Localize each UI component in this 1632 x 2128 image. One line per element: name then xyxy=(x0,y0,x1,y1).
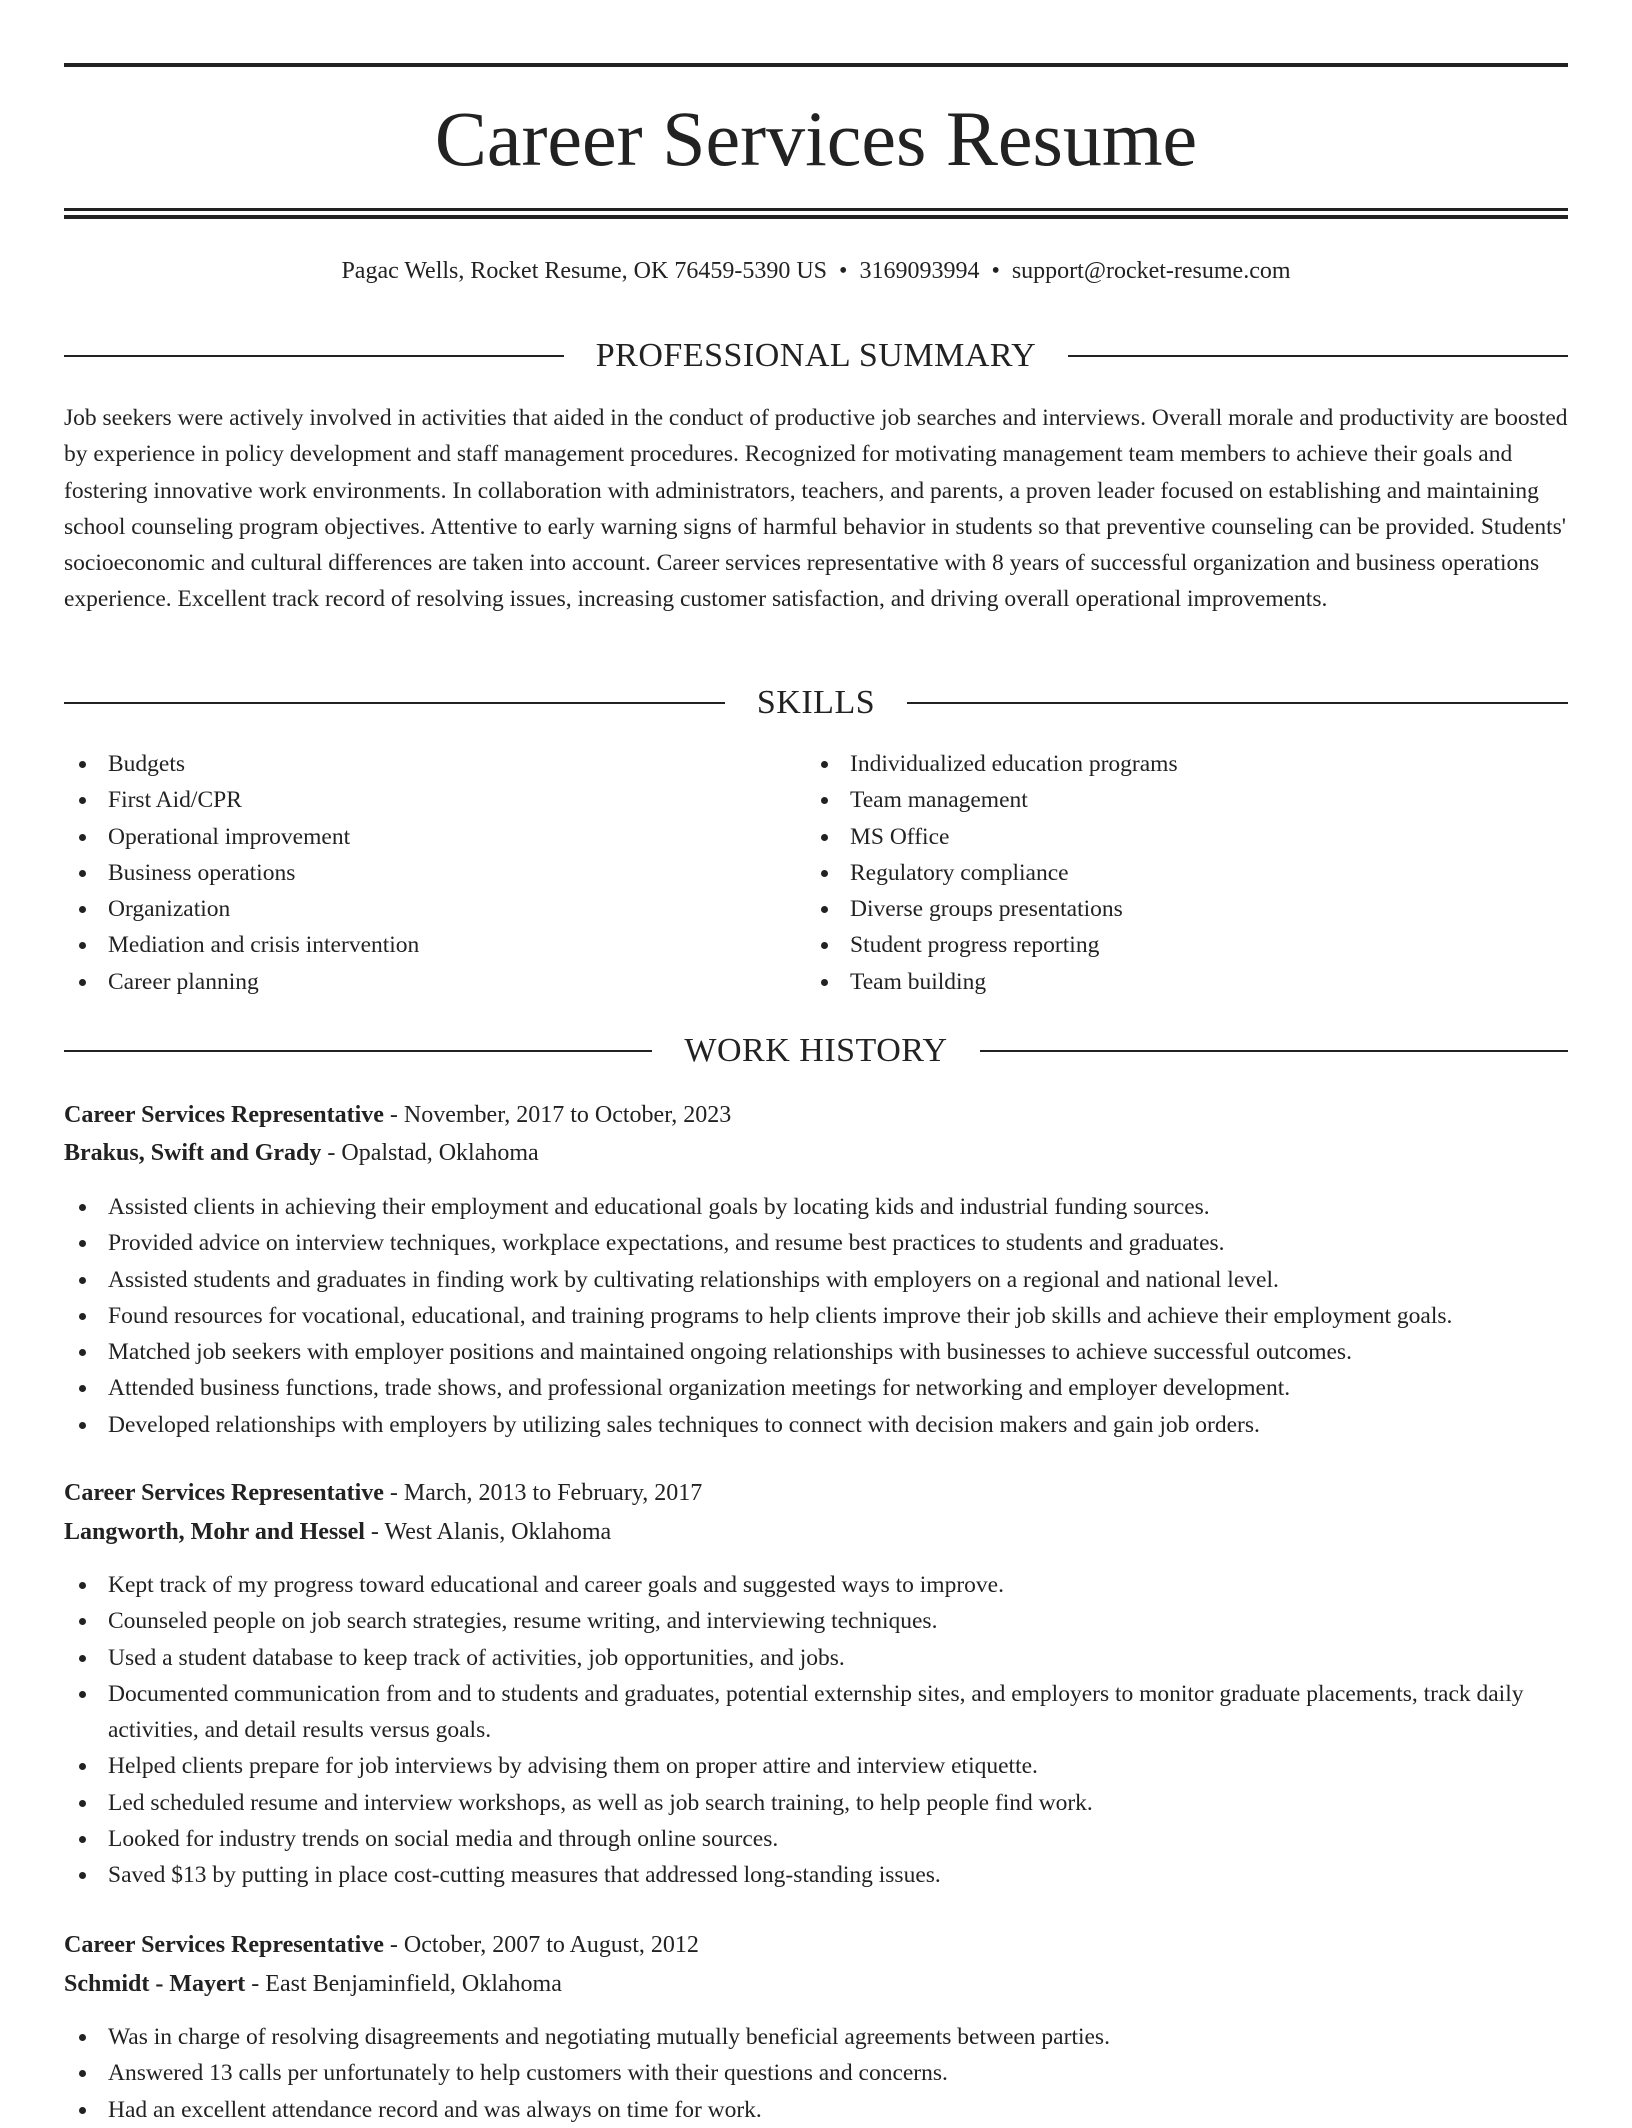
skill-item: Operational improvement xyxy=(64,819,806,855)
skill-item: Team management xyxy=(806,782,1548,818)
contact-address: Pagac Wells, Rocket Resume, OK 76459-5390 US xyxy=(341,258,828,284)
job-bullet: Had an excellent attendance record and was always on time for work. xyxy=(64,2092,1568,2128)
job-company: Schmidt - Mayert xyxy=(64,1971,246,1997)
title-rule-lower xyxy=(64,215,1568,219)
title-rule-upper xyxy=(64,208,1568,211)
job-title: Career Services Representative xyxy=(64,1102,384,1128)
skill-item: MS Office xyxy=(806,819,1548,855)
skill-item: First Aid/CPR xyxy=(64,782,806,818)
heading-rule-left xyxy=(64,355,564,357)
skill-item: Career planning xyxy=(64,964,806,1000)
contact-phone: 3169093994 xyxy=(859,258,980,284)
heading-rule-left xyxy=(64,702,725,704)
skill-item: Mediation and crisis intervention xyxy=(64,927,806,963)
skill-item: Team building xyxy=(806,964,1548,1000)
job-company-line xyxy=(64,1134,1568,1172)
job-company-line xyxy=(64,1513,1568,1551)
contact-line xyxy=(64,254,1568,288)
job-bullet: Attended business functions, trade shows, and professional organization meetings for networking and employer development. xyxy=(64,1370,1568,1406)
job-bullet: Documented communication from and to students and graduates, potential externship sites, and employers to monitor graduate placements, track daily activities, and detail results versus goals. xyxy=(64,1676,1568,1749)
heading-rule-right xyxy=(980,1050,1568,1052)
skill-item: Organization xyxy=(64,891,806,927)
job-location: - East Benjaminfield, Oklahoma xyxy=(245,1971,562,1997)
job-bullet: Assisted clients in achieving their employment and educational goals by locating kids and industrial funding sources. xyxy=(64,1189,1568,1225)
job-bullet: Kept track of my progress toward educational and career goals and suggested ways to improve. xyxy=(64,1567,1568,1603)
resume-title: Career Services Resume xyxy=(434,95,1198,182)
work-heading xyxy=(64,1031,1568,1071)
job-company: Brakus, Swift and Grady xyxy=(64,1140,322,1166)
skills-heading-label: SKILLS xyxy=(756,684,876,721)
job-bullet: Used a student database to keep track of activities, job opportunities, and jobs. xyxy=(64,1640,1568,1676)
job-bullet: Was in charge of resolving disagreements and negotiating mutually beneficial agreements between parties. xyxy=(64,2019,1568,2055)
job-title-line xyxy=(64,1096,1568,1134)
job-dates: - March, 2013 to February, 2017 xyxy=(383,1480,703,1506)
heading-rule-left xyxy=(64,1050,652,1052)
job-title: Career Services Representative xyxy=(64,1480,384,1506)
job-title-line xyxy=(64,1926,1568,1964)
skill-item: Business operations xyxy=(64,855,806,891)
contact-separator: • xyxy=(839,258,848,284)
job-bullets xyxy=(64,1567,1568,1894)
skill-item: Diverse groups presentations xyxy=(806,891,1548,927)
skill-item: Regulatory compliance xyxy=(806,855,1548,891)
contact-separator: • xyxy=(991,258,1000,284)
skill-item: Budgets xyxy=(64,746,806,782)
contact-email: support@rocket-resume.com xyxy=(1011,258,1291,284)
summary-text: Job seekers were actively involved in activities that aided in the conduct of productive job searches and interviews. Overall morale and productivity are boosted by experience in policy development and staff management procedures. Recognized for motivating management team members to achieve their goals and fostering innovative work environments. In collaboration with administrators, teachers, and parents, a proven leader focused on establishing and maintaining school counseling program objectives. Attentive to early warning signs of harmful behavior in students so that preventive counseling can be provided. Students' socioeconomic and cultural differences are taken into account. Career services representative with 8 years of successful organization and business operations experience. Excellent track record of resolving issues, increasing customer satisfaction, and driving overall operational improvements. xyxy=(64,405,1568,613)
job-location: - West Alanis, Oklahoma xyxy=(364,1519,612,1545)
job-company: Langworth, Mohr and Hessel xyxy=(64,1519,365,1545)
job-bullet: Helped clients prepare for job interviews by advising them on proper attire and interview etiquette. xyxy=(64,1748,1568,1784)
job-bullet: Matched job seekers with employer positions and maintained ongoing relationships with businesses to achieve successful outcomes. xyxy=(64,1334,1568,1370)
job-bullet: Provided advice on interview techniques, workplace expectations, and resume best practices to students and graduates. xyxy=(64,1225,1568,1261)
job-dates: - October, 2007 to August, 2012 xyxy=(383,1932,699,1958)
work-heading-label: WORK HISTORY xyxy=(684,1032,948,1069)
job-bullet: Led scheduled resume and interview workshops, as well as job search training, to help people find work. xyxy=(64,1785,1568,1821)
job-bullets xyxy=(64,1189,1568,1443)
skills-list xyxy=(64,746,1568,1000)
job-bullet: Answered 13 calls per unfortunately to help customers with their questions and concerns. xyxy=(64,2055,1568,2091)
top-rule xyxy=(64,63,1568,67)
job-bullet: Developed relationships with employers by utilizing sales techniques to connect with decision makers and gain job orders. xyxy=(64,1407,1568,1443)
skills-heading xyxy=(64,683,1568,723)
skill-item: Individualized education programs xyxy=(806,746,1548,782)
job-title: Career Services Representative xyxy=(64,1932,384,1958)
heading-rule-right xyxy=(907,702,1568,704)
heading-rule-right xyxy=(1068,355,1568,357)
job-bullet: Found resources for vocational, educational, and training programs to help clients improve their job skills and achieve their employment goals. xyxy=(64,1298,1568,1334)
skill-item: Student progress reporting xyxy=(806,927,1548,963)
summary-heading-label: PROFESSIONAL SUMMARY xyxy=(595,337,1037,374)
summary-heading xyxy=(64,336,1568,376)
job-title-line xyxy=(64,1474,1568,1512)
job-dates: - November, 2017 to October, 2023 xyxy=(383,1102,732,1128)
job-bullet: Assisted students and graduates in finding work by cultivating relationships with employers on a regional and national level. xyxy=(64,1262,1568,1298)
job-company-line xyxy=(64,1965,1568,2003)
job-bullet: Counseled people on job search strategies, resume writing, and interviewing techniques. xyxy=(64,1603,1568,1639)
job-bullet: Looked for industry trends on social media and through online sources. xyxy=(64,1821,1568,1857)
job-bullet: Saved $13 by putting in place cost-cutting measures that addressed long-standing issues. xyxy=(64,1857,1568,1893)
job-location: - Opalstad, Oklahoma xyxy=(321,1140,539,1166)
skills-column-right xyxy=(806,746,1548,1000)
skills-column-left xyxy=(64,746,806,1000)
